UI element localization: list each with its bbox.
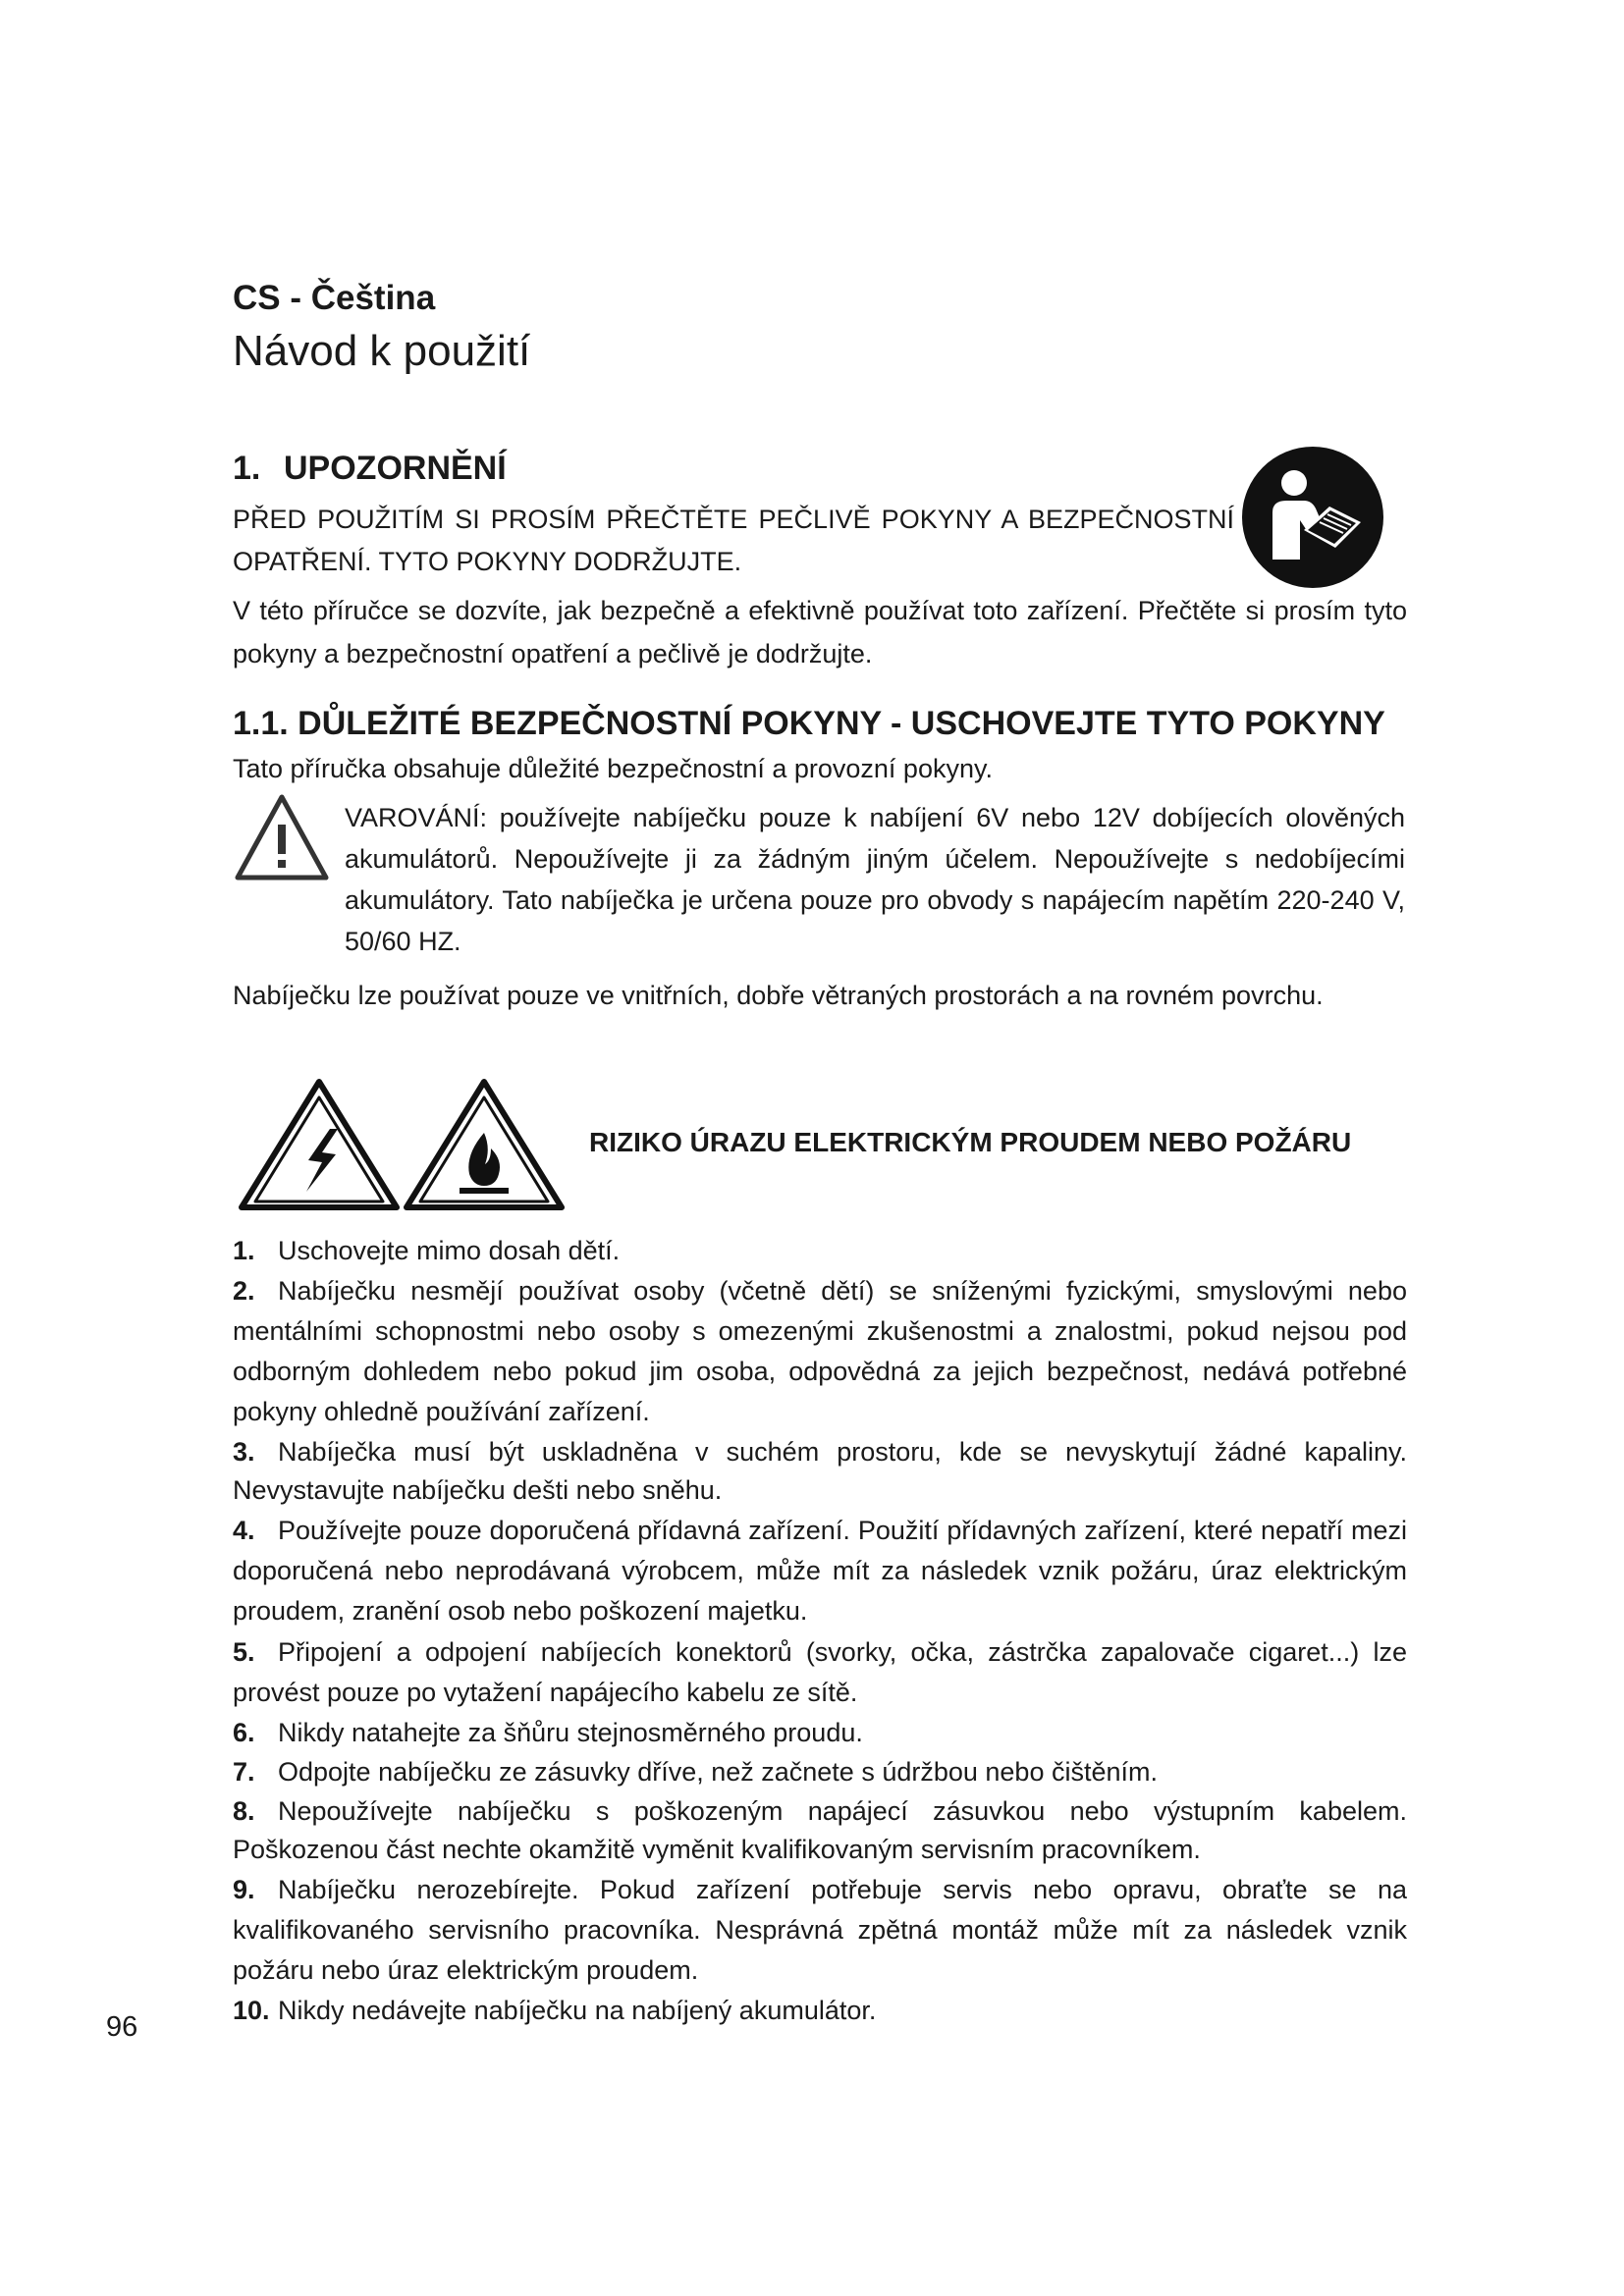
list-item: 8. Nepoužívejte nabíječku s poškozeným napájecí zásuvkou nebo výstupním kabelem. Poškozenou část nechte okamžitě vyměnit kvalifikovaným servisním pracovníkem. [233, 1796, 1407, 1864]
list-item: 6. Nikdy natahejte za šňůru stejnosměrného proudu. [233, 1718, 863, 1747]
page-number: 96 [106, 2011, 138, 2043]
list-item: 2. Nabíječku nesmějí používat osoby (včetně dětí) se sníženými fyzickými, smyslovými nebo mentálními schopnostmi nebo osoby s omezenými zkušenostmi a znalostmi, pokud nejsou pod odborným dohledem nebo pokud jim osoba, odpovědná za jejich bezpečnost, nedává potřebné pokyny ohledně používání zařízení. [233, 1276, 1407, 1426]
list-item: 9. Nabíječku nerozebírejte. Pokud zařízení potřebuje servis nebo opravu, obraťte se na kvalifikovaného servisního pracovníka. Nesprávná zpětná montáž může mít za následek vznik požáru nebo úraz elektrickým proudem. [233, 1875, 1407, 1985]
list-item: 3. Nabíječka musí být uskladněna v suchém prostoru, kde se nevyskytují žádné kapaliny. Nevystavujte nabíječku dešti nebo sněhu. [233, 1437, 1407, 1505]
section-1-title: UPOZORNĚNÍ [284, 450, 507, 487]
list-item: 4. Používejte pouze doporučená přídavná zařízení. Použití přídavných zařízení, které nepatří mezi doporučená nebo neprodávaná výrobcem, může mít za následek vznik požáru, úraz elektrickým proudem, zranění osob nebo poškození majetku. [233, 1516, 1407, 1626]
document-title: Návod k použití [233, 327, 531, 375]
section-1-heading [233, 450, 507, 488]
list-item: 1. Uschovejte mimo dosah dětí. [233, 1236, 621, 1265]
risk-heading: RIZIKO ÚRAZU ELEKTRICKÝM PROUDEM NEBO POŽÁRU [589, 1127, 1352, 1157]
electric-shock-icon [236, 1076, 403, 1213]
language-label: CS - Čeština [233, 279, 436, 317]
list-item: 10. Nikdy nedávejte nabíječku na nabíjený akumulátor. [233, 1996, 877, 2025]
warning-text: VAROVÁNÍ: používejte nabíječku pouze k nabíjení 6V nebo 12V dobíjecích olověných akumulátorů. Nepoužívejte ji za žádným jiným účelem. Nepoužívejte s nedobíjecími akumulátory. Tato nabíječka je určena pouze pro obvody s napájecím napětím 220-240 V, 50/60 HZ. [345, 803, 1405, 956]
section-1-1-intro: Tato příručka obsahuje důležité bezpečnostní a provozní pokyny. [233, 754, 993, 783]
intro-paragraph: V této příručce se dozvíte, jak bezpečně a efektivně používat toto zařízení. Přečtěte si prosím tyto pokyny a bezpečnostní opatření a pečlivě je dodržujte. [233, 596, 1407, 668]
instruction-list [233, 1232, 1407, 2031]
list-item: 5. Připojení a odpojení nabíjecích konektorů (svorky, očka, zástrčka zapalovače cigaret...) lze provést pouze po vytažení napájecího kabelu ze sítě. [233, 1637, 1407, 1707]
warning-triangle-icon [234, 793, 330, 881]
section-1-1-heading: 1.1. DŮLEŽITÉ BEZPEČNOSTNÍ POKYNY - USCHOVEJTE TYTO POKYNY [233, 705, 1385, 742]
list-item: 7. Odpojte nabíječku ze zásuvky dříve, než začnete s údržbou nebo čištěním. [233, 1757, 1158, 1787]
section-1-number: 1. [233, 450, 261, 487]
usage-note: Nabíječku lze používat pouze ve vnitřních, dobře větraných prostorách a na rovném povrchu. [233, 981, 1324, 1010]
read-manual-icon [1239, 444, 1386, 591]
caps-safety-notice: PŘED POUŽITÍM SI PROSÍM PŘEČTĚTE PEČLIVĚ POKYNY A BEZPEČNOSTNÍ OPATŘENÍ. TYTO POKYNY DODRŽUJTE. [233, 505, 1234, 576]
fire-hazard-icon [401, 1076, 568, 1213]
